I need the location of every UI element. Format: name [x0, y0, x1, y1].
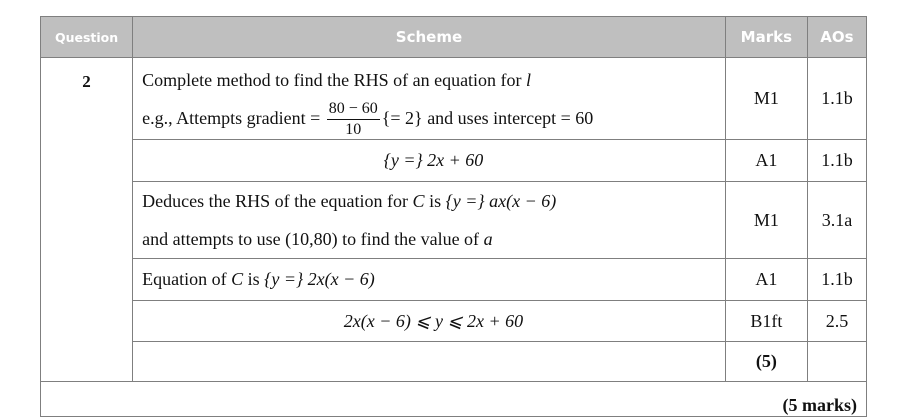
scheme-cell [133, 259, 726, 301]
table-row [41, 182, 867, 259]
scheme-text: to find the value of [337, 229, 484, 249]
table-row [41, 259, 867, 301]
scheme-text: Deduces the RHS of the equation for [142, 191, 413, 211]
scheme-text: is [424, 191, 446, 211]
footer-row [41, 382, 867, 417]
mark-cell: M1 [725, 58, 807, 140]
header-aos: AOs [807, 17, 866, 58]
math-expression: (10,80) [285, 229, 338, 249]
mark-cell: B1ft [725, 301, 807, 342]
variable: a [483, 229, 493, 249]
scheme-text: Equation of [142, 269, 232, 289]
ao-cell: 1.1b [807, 140, 866, 182]
table-row [41, 140, 867, 182]
math-expression: 2x(x − 6) ⩽ y ⩽ 2x + 60 [343, 310, 524, 331]
scheme-cell [133, 342, 726, 382]
mark-scheme-table [40, 16, 867, 417]
ao-cell [807, 342, 866, 382]
variable: l [526, 69, 532, 90]
header-scheme: Scheme [133, 17, 726, 58]
header-row [41, 17, 867, 58]
mark-cell: A1 [725, 259, 807, 301]
total-marks: (5 marks) [41, 382, 867, 417]
scheme-text: e.g., Attempts gradient = [142, 107, 325, 128]
scheme-text: {= 2} and uses intercept = 60 [381, 107, 594, 128]
variable: C [231, 269, 244, 289]
variable: C [412, 191, 425, 211]
scheme-cell [133, 182, 726, 259]
ao-cell: 1.1b [807, 58, 866, 140]
mark-cell: M1 [725, 182, 807, 259]
ao-cell: 1.1b [807, 259, 866, 301]
scheme-cell [133, 58, 726, 140]
question-number: 2 [41, 58, 133, 382]
table-row [41, 58, 867, 140]
scheme-text: and attempts to use [142, 229, 286, 249]
scheme-cell [133, 140, 726, 182]
math-expression: {y =} 2x + 60 [383, 150, 484, 170]
mark-cell: A1 [725, 140, 807, 182]
header-marks: Marks [725, 17, 807, 58]
header-question: Question [41, 17, 133, 58]
subtotal-mark-cell: (5) [725, 342, 807, 382]
scheme-text: Complete method to find the RHS of an equation for [142, 69, 527, 90]
scheme-text: is [243, 269, 265, 289]
table-row [41, 342, 867, 382]
math-expression: {y =} ax(x − 6) [445, 191, 557, 211]
table-row [41, 301, 867, 342]
ao-cell: 2.5 [807, 301, 866, 342]
math-expression: {y =} 2x(x − 6) [264, 269, 375, 289]
fraction: $\frac{80 - 60}{10}$ [328, 99, 378, 138]
scheme-cell [133, 301, 726, 342]
ao-cell: 3.1a [807, 182, 866, 259]
